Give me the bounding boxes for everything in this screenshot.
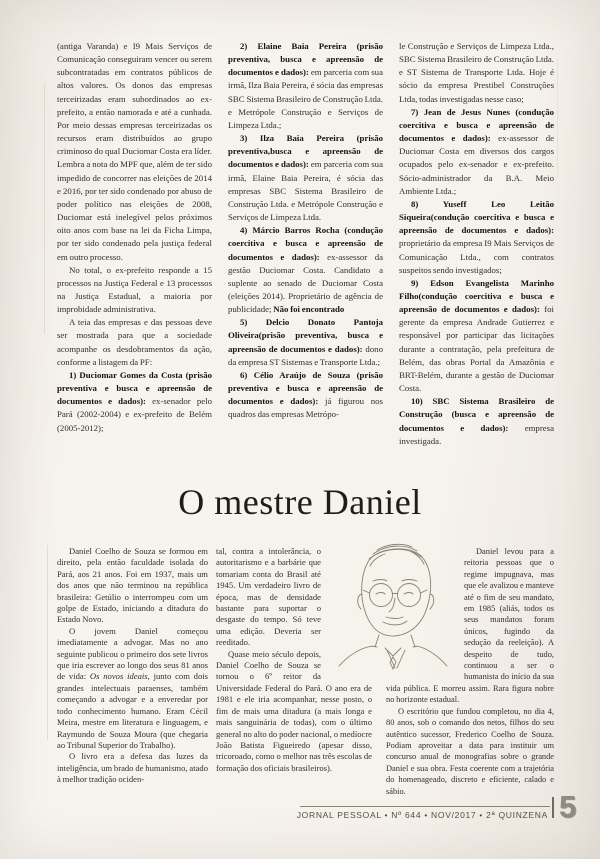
top-article bbox=[57, 40, 554, 448]
scan-streak bbox=[557, 58, 558, 178]
paragraph: Daniel levou para a reitoria pessoas que o regime impugnava, mas que ele avalizou e manteve até o fim de seu mandato, em 1985 (aliás, todos os seus mandatos foram únicos, fugindo da sedução da reeleição). A despeito de tudo, continuou a ser o humanista do início da sua vida pública. E morreu assim. Rara figura nobre no horizonte estadual. bbox=[386, 547, 554, 705]
page-number-tick bbox=[552, 797, 554, 818]
paragraph: 6) Célio Araújo de Souza (prisão preventiva e busca e apreensão de documentos e dados): já figurou nos quadros das empresas Metrópo- bbox=[228, 369, 383, 420]
footer-rule bbox=[300, 806, 550, 807]
scan-streak bbox=[47, 545, 48, 740]
daniel-portrait-sketch-icon bbox=[329, 538, 457, 670]
paragraph: A teia das empresas e das pessoas deve ser mostrada para que a sociedade acompanhe os desdobramentos da ação, conforme a listagem da PF: bbox=[57, 317, 212, 367]
top-article-column-2 bbox=[228, 40, 383, 448]
paragraph: 5) Delcio Donato Pantoja Oliveira(prisão preventiva, busca e apreensão de documentos e dados): dono da empresa ST Sistemas e Transporte Ltda.; bbox=[228, 317, 383, 367]
paragraph: (antiga Varanda) e I9 Mais Serviços de Comunicação conseguiram vencer ou serem subcontratadas em contratos públicos de altos valores. Os donos das empresas terceirizadas eram subordinados ao ex-prefeito, a então namorada e até a cunhada. Por meio dessas empresas terceirizadas os recursos eram distribuídos ao grupo criminoso do qual Duciomar Costa era líder. Lembra a nota do MPF que, além de ter sido impedido de concorrer nas eleições de 2014 e 2016, por ter sido condenado por abuso de poder político nas eleições de 2008, Duciomar está inelegível pelos próximos oito anos com base na lei da Ficha Limpa, por ter sido condenado pela justiça federal em outro processo. bbox=[57, 41, 212, 262]
paragraph: le Construção e Serviços de Limpeza Ltda., SBC Sistema Brasileiro de Construção Ltda. e ST Sistema de Transporte Ltda. Hoje é sócio da empresa Prestibel Construções Ltda, todas investigadas nesse caso; bbox=[399, 41, 554, 104]
paragraph: Quase meio século depois, Daniel Coelho de Souza se tornou o 6º reitor da Universidade Federal do Pará. O ano era de 1981 e ele iria acompanhar, nesse posto, o fim de mais uma ditadura (a mais longa e mais sanguinária de todas), com o último general no alto do poder nacional, o medíocre João Batista Figueiredo (apesar disso, tricoroado, como o melhor nas três escolas de formação dos oficiais brasileiros). bbox=[216, 648, 372, 773]
paragraph: 8) Yuseff Leo Leitão Siqueira(condução coercitiva e busca e apreensão de documentos e dados): proprietário da empresa I9 Mais Serviços de Comunicação Ltda., com contratos suspeitos sendo investigados; bbox=[399, 198, 554, 275]
paragraph: tal, contra a intolerância, o autoritarismo e a barbárie que tomariam conta do Brasil até 1945. Um verdadeiro livro de época, mas de densidade bastante para suportar o desgaste do tempo. Só teve uma edição. Deveria ser reeditado. bbox=[216, 546, 321, 648]
paragraph: Daniel Coelho de Souza se formou em direito, pela então faculdade isolada do Pará, aos 21 anos. Foi em 1937, mais um dos anos que não terminou na república brasileira: Getúlio o interrompeu com um golpe de Estado, iniciando a ditadura do Estado Novo. bbox=[57, 546, 208, 625]
paragraph: 4) Márcio Barros Rocha (condução coercitiva e busca e apreensão de documentos e dados): ex-assessor da gestão Duciomar Costa. Candidato a suplente ao senado de Duciomar Costa (eleições 2014). Proprietário de agência de publicidade; Não foi encontrado bbox=[228, 225, 383, 315]
paragraph: 10) SBC Sistema Brasileiro de Construção (busca e apreensão de documentos e dados): empresa investigada. bbox=[399, 396, 554, 446]
paragraph: O livro era a defesa das luzes da inteligência, um brado de humanismo, atado à melhor tradição ociden- bbox=[57, 751, 208, 785]
paragraph: 1) Duciomar Gomes da Costa (prisão preventiva e busca e apreensão de documentos e dados): ex-senador pelo Pará (2002-2004) e ex-prefeito de Belém (2005-2012); bbox=[57, 369, 212, 433]
article-headline: O mestre Daniel bbox=[178, 482, 422, 522]
page-number: 5 bbox=[559, 789, 577, 824]
paragraph: O escritório que fundou completou, no dia 4, 80 anos, sob o comando dos netos, filhos do seu autêntico sucessor, Frederico Coelho de Souza. Podiam aproveitar a data para instituir um concurso anual de monografias sobre o grande Daniel e sua obra. Festa coerente com a trajetória do homenageado, discreto e eficiente, calado e sábio. bbox=[386, 706, 554, 796]
footer-journal-line: JORNAL PESSOAL • Nº 644 • NOV/2017 • 2ª QUINZENA bbox=[296, 810, 548, 820]
paragraph: No total, o ex-prefeito responde a 15 processos na Justiça Federal e 13 processos na Justiça Estadual, a maioria por improbidade administrativa. bbox=[57, 264, 212, 315]
paragraph: 9) Edson Evangelista Marinho Filho(condução coercitiva e busca e apreensão de documentos e dados): foi gerente da empresa Andrade Gutierrez e responsável por participar das licitações durante a contratação, pela prefeitura de Belém, das obras Portal da Amazônia e BRT-Belém, durante a gestão de Duciomar Costa. bbox=[399, 277, 554, 394]
paragraph: 3) Ilza Baia Pereira (prisão preventiva,busca e apreensão de documentos e dados): em parceria com sua irmã, Elaine Baia Pereira, é sócia das empresas SBC Sistema Brasileiro de Construção Ltda. e Metrópole Construção e Serviços de Limpeza Ltda. bbox=[228, 133, 383, 223]
top-article-column-1 bbox=[57, 40, 212, 448]
bottom-article-column-1 bbox=[57, 546, 208, 786]
bottom-article bbox=[57, 546, 554, 808]
paragraph: O jovem Daniel começou imediatamente a advogar. Mas no ano seguinte publicou o primeiro dos sete livros que iria escrever ao longo dos seus 81 anos de vida: Os novos ideais, junto com dois grandes intelectuais paraenses, também começando a advogar e a enveredar por todo conhecimento humano. Eram Cécil Meira, mestre em literatura e linguagem, e Raymundo de Souza Moura (que chegaria ao Tribunal Superior do Trabalho). bbox=[57, 625, 209, 750]
paragraph: 2) Elaine Baia Pereira (prisão preventiva, busca e apreensão de documentos e dados): em parceria com sua irmã, Ilza Baia Pereira, é sócia das empresas SBC Sistema Brasileiro de Construção Ltda. e Metrópole Construção e Serviços de Limpeza Ltda.; bbox=[228, 41, 383, 130]
scan-streak bbox=[44, 84, 45, 334]
paragraph: 7) Jean de Jesus Nunes (condução coercitiva e busca e apreensão de documentos e dados): ex-assessor de Duciomar Costa em diversos dos cargos ocupados pelo ex-senador e ex-prefeito. Sócio-administrador da B.A. Meio Ambiente Ltda.; bbox=[399, 106, 554, 196]
top-article-column-3 bbox=[399, 40, 554, 448]
